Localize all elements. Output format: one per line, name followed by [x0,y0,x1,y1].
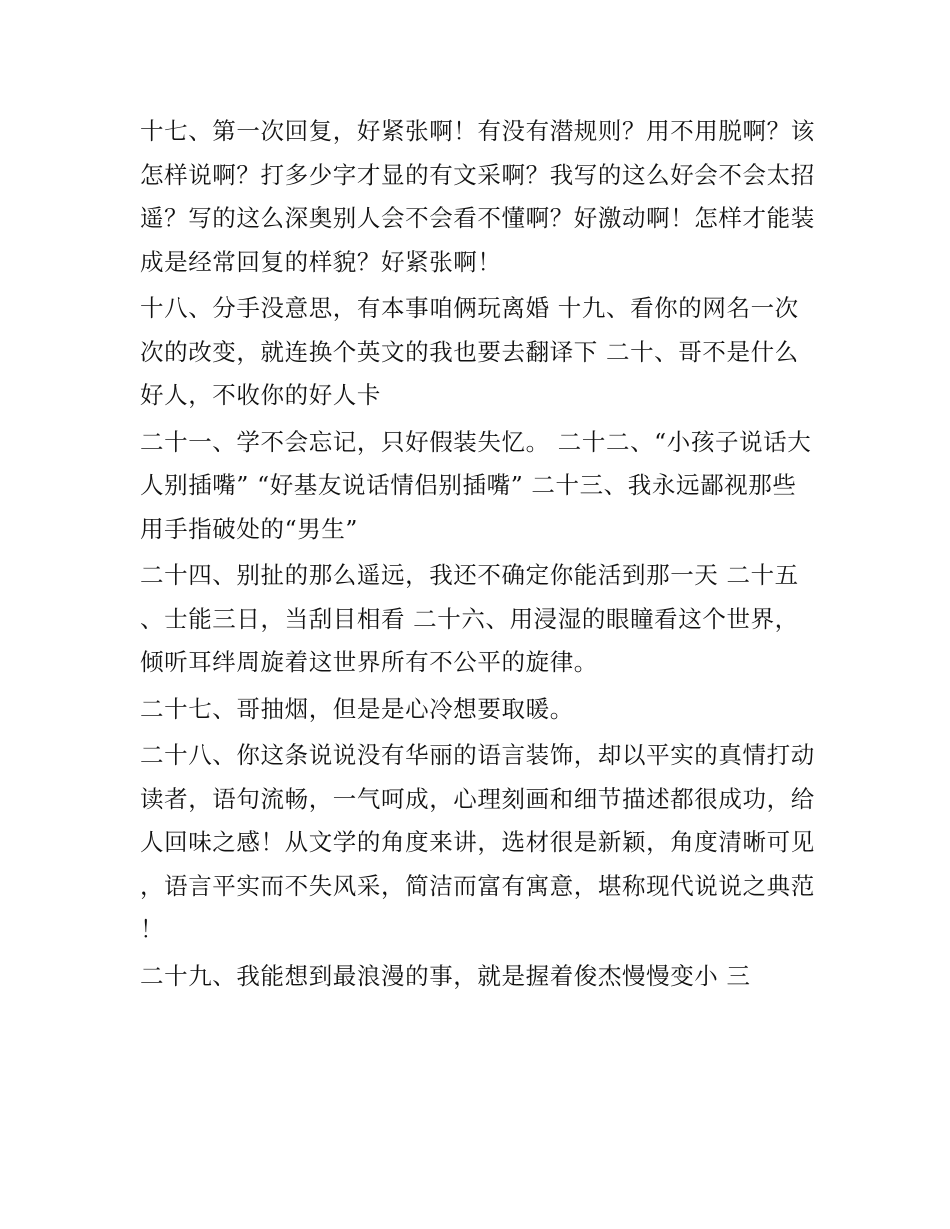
paragraph-27: 二十七、哥抽烟，但是是心冷想要取暖。 [140,694,574,723]
paragraph-24: 二十四、别扯的那么遥远，我还不确定你能活到那一天 二十五、士能三日，当刮目相看 二十六、用浸湿的眼瞳看这个世界，倾听耳绊周旋着这世界所有不公平的旋律。 [140,561,799,676]
paragraph-17: 十七、第一次回复，好紧张啊！有没有潜规则？用不用脱啊？该怎样说啊？打多少字才显的有文采啊？我写的这么好会不会太招遥？写的这么深奥别人会不会看不懂啊？好激动啊！怎样才能装成是经常回复的样貌？好紧张啊！ [140,117,815,276]
paragraph-18: 十八、分手没意思，有本事咱俩玩离婚 十九、看你的网名一次次的改变，就连换个英文的我也要去翻译下 二十、哥不是什么好人，不收你的好人卡 [140,294,799,409]
paragraph-21: 二十一、学不会忘记，只好假装失忆。 二十二、“小孩子说话大人别插嘴” “好基友说话情侣别插嘴” 二十三、我永远鄙视那些用手指破处的“男生” [140,427,812,543]
paragraph-28: 二十八、你这条说说没有华丽的语言装饰，却以平实的真情打动读者，语句流畅，一气呵成，心理刻画和细节描述都很成功，给人回味之感！从文学的角度来讲，选材很是新颖，角度清晰可见，语言平实而不失风采，简洁而富有寓意，堪称现代说说之典范！ [140,741,815,943]
document-body [140,110,820,998]
paragraph-29: 二十九、我能想到最浪漫的事，就是握着俊杰慢慢变小 三 [140,961,751,990]
